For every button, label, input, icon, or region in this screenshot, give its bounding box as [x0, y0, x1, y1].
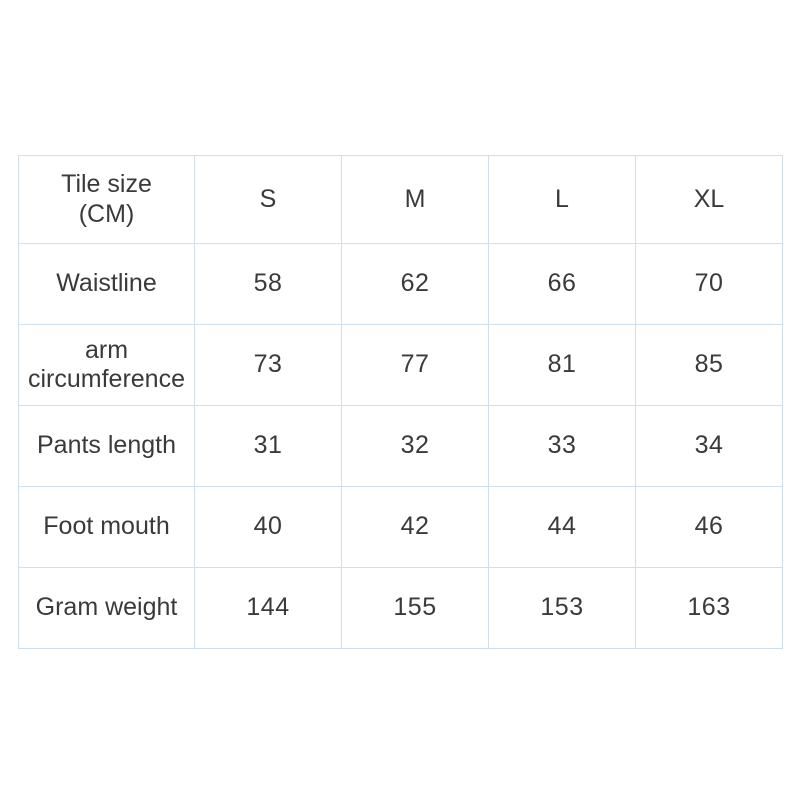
header-size-l: L — [489, 156, 636, 244]
cell-arm-circumference-m: 77 — [342, 325, 489, 406]
header-size-xl: XL — [636, 156, 783, 244]
table-row — [19, 487, 783, 568]
row-label-line-1: Pants length — [37, 431, 176, 460]
cell-foot-mouth-xl: 46 — [636, 487, 783, 568]
cell-waistline-xl: 70 — [636, 244, 783, 325]
cell-pants-length-m: 32 — [342, 406, 489, 487]
cell-waistline-s: 58 — [195, 244, 342, 325]
table-row — [19, 325, 783, 406]
size-chart-table — [18, 155, 783, 649]
row-label-waistline — [19, 244, 195, 325]
cell-pants-length-s: 31 — [195, 406, 342, 487]
cell-pants-length-xl: 34 — [636, 406, 783, 487]
cell-waistline-m: 62 — [342, 244, 489, 325]
cell-gram-weight-m: 155 — [342, 568, 489, 649]
row-label-gram-weight — [19, 568, 195, 649]
header-label-cell — [19, 156, 195, 244]
cell-pants-length-l: 33 — [489, 406, 636, 487]
cell-foot-mouth-l: 44 — [489, 487, 636, 568]
table-header-row — [19, 156, 783, 244]
row-label-line-1: Waistline — [56, 269, 157, 298]
cell-gram-weight-s: 144 — [195, 568, 342, 649]
cell-foot-mouth-m: 42 — [342, 487, 489, 568]
row-label-line-1: arm — [84, 335, 129, 364]
row-label-line-2: circumference — [28, 365, 185, 393]
header-size-s: S — [195, 156, 342, 244]
cell-waistline-l: 66 — [489, 244, 636, 325]
cell-arm-circumference-l: 81 — [489, 325, 636, 406]
cell-arm-circumference-xl: 85 — [636, 325, 783, 406]
cell-gram-weight-xl: 163 — [636, 568, 783, 649]
row-label-foot-mouth — [19, 487, 195, 568]
header-size-m: M — [342, 156, 489, 244]
header-label-line-1: Tile size — [61, 170, 152, 198]
table-row — [19, 244, 783, 325]
row-label-arm-circumference — [19, 325, 195, 406]
row-label-pants-length — [19, 406, 195, 487]
cell-foot-mouth-s: 40 — [195, 487, 342, 568]
header-label-line-2: (CM) — [78, 199, 135, 228]
row-label-line-1: Foot mouth — [43, 512, 170, 541]
row-label-line-1: Gram weight — [35, 593, 178, 622]
table-row — [19, 406, 783, 487]
table-row — [19, 568, 783, 649]
cell-arm-circumference-s: 73 — [195, 325, 342, 406]
cell-gram-weight-l: 153 — [489, 568, 636, 649]
